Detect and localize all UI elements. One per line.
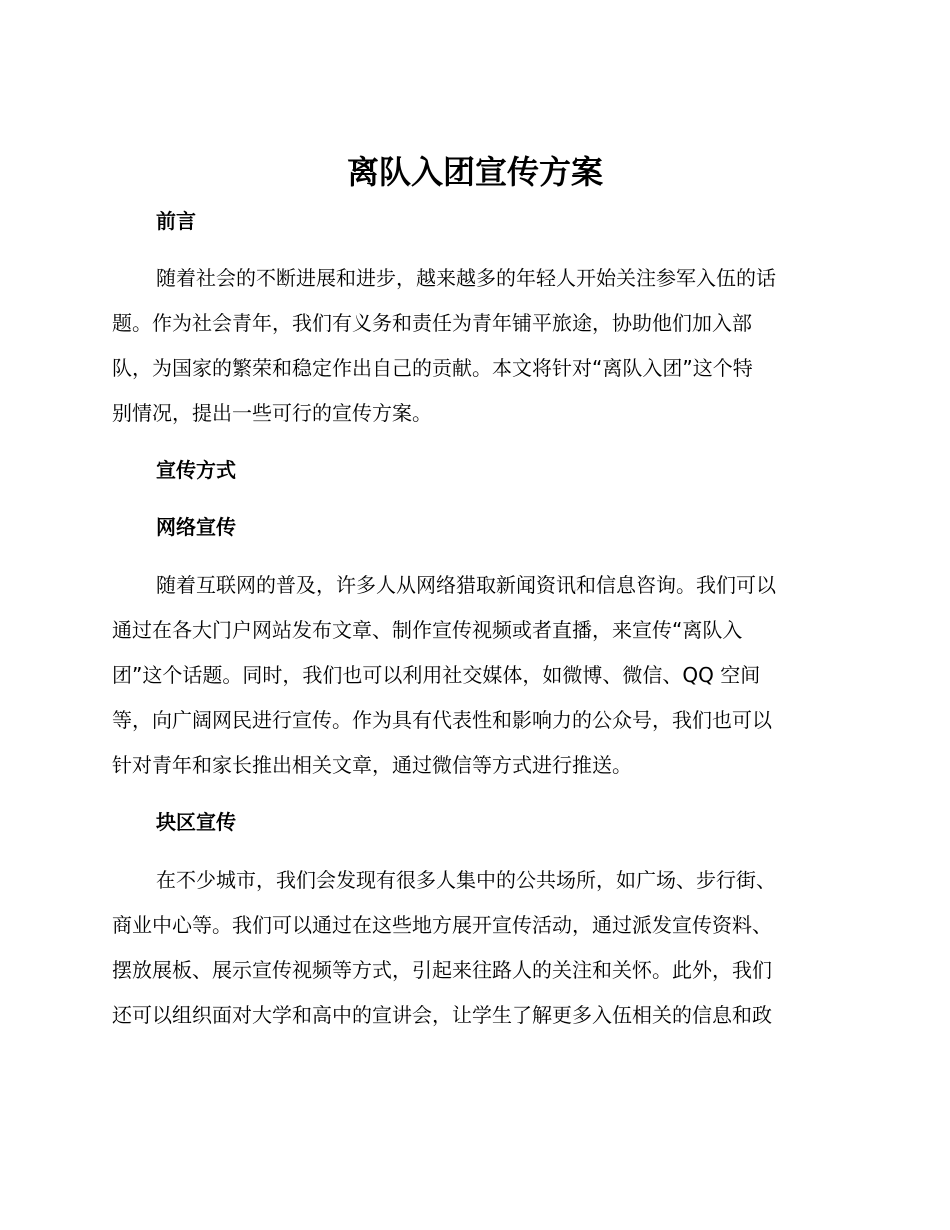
- paragraph-line: 随着互联网的普及，许多人从网络猎取新闻资讯和信息咨询。我们可以: [156, 573, 776, 597]
- paragraph-line: 针对青年和家长推出相关文章，通过微信等方式进行推送。: [112, 753, 632, 777]
- heading-area-promotion: 块区宣传: [156, 810, 236, 834]
- paragraph-line: 通过在各大门户网站发布文章、制作宣传视频或者直播，来宣传“离队入: [112, 618, 743, 642]
- heading-promotion-methods: 宣传方式: [156, 458, 236, 482]
- heading-preface: 前言: [156, 209, 196, 233]
- paragraph-line: 别情况，提出一些可行的宣传方案。: [112, 401, 432, 425]
- heading-online-promotion: 网络宣传: [156, 515, 236, 539]
- paragraph-line: 题。作为社会青年，我们有义务和责任为青年铺平旅途，协助他们加入部: [112, 311, 752, 335]
- paragraph-line: 团”这个话题。同时，我们也可以利用社交媒体，如微博、微信、QQ 空间: [112, 663, 761, 687]
- paragraph-area-promotion: [112, 858, 832, 1038]
- paragraph-line: 商业中心等。我们可以通过在这些地方展开宣传活动，通过派发宣传资料、: [112, 913, 772, 937]
- paragraph-line: 摆放展板、展示宣传视频等方式，引起来往路人的关注和关怀。此外，我们: [112, 958, 772, 982]
- paragraph-line: 还可以组织面对大学和高中的宣讲会，让学生了解更多入伍相关的信息和政: [112, 1003, 772, 1027]
- paragraph-line: 在不少城市，我们会发现有很多人集中的公共场所，如广场、步行街、: [156, 868, 776, 892]
- paragraph-line: 随着社会的不断进展和进步，越来越多的年轻人开始关注参军入伍的话: [156, 266, 776, 290]
- paragraph-online-promotion: [112, 563, 832, 788]
- document-title: 离队入团宣传方案: [346, 153, 603, 191]
- paragraph-line: 等，向广阔网民进行宣传。作为具有代表性和影响力的公众号，我们也可以: [112, 708, 772, 732]
- paragraph-line: 队，为国家的繁荣和稳定作出自己的贡献。本文将针对“离队入团”这个特: [112, 356, 753, 380]
- paragraph-preface: [112, 256, 832, 436]
